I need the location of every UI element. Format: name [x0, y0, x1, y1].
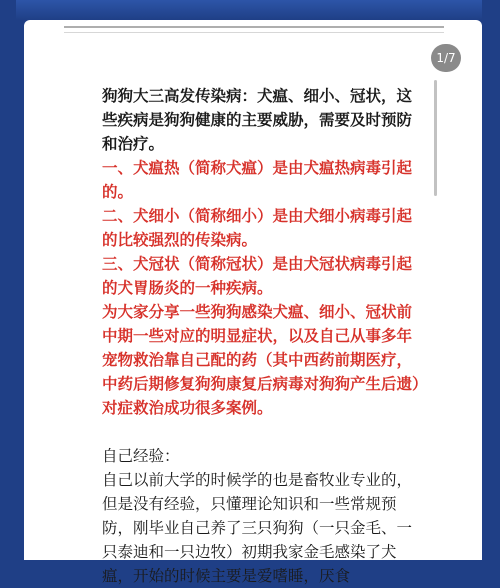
paragraph-gap: [102, 420, 422, 444]
scrollbar[interactable]: [434, 80, 437, 196]
share-paragraph: 为大家分享一些狗狗感染犬瘟、细小、冠状前中期一些对应的明显症状，以及自己从事多年宠物救治靠自己配的药（其中西药前期医疗，中药后期修复狗狗康复后病毒对狗狗产生后遗）对症救治成功很多案例。: [102, 303, 420, 417]
article-body: [102, 84, 422, 588]
page-indicator-badge: 1/7: [431, 44, 461, 72]
disease-item-3: 三、犬冠状（简称冠状）是由犬冠状病毒引起的犬胃肠炎的一种疾病。: [102, 255, 413, 297]
disease-item-1: 一、犬瘟热（简称犬瘟）是由犬瘟热病毒引起的。: [102, 159, 413, 201]
divider: [64, 26, 444, 28]
disease-item-2: 二、犬细小（简称细小）是由犬细小病毒引起的比较强烈的传染病。: [102, 207, 413, 249]
right-frame: [482, 0, 500, 538]
experience-paragraph: 自己以前大学的时候学的也是畜牧业专业的，但是没有经验，只懂理论知识和一些常规预防，刚毕业自己养了三只狗狗（一只金毛、一只泰迪和一只边牧）初期我家金毛感染了犬瘟，开始的时候主要是爱嗜睡，厌食: [102, 471, 413, 585]
experience-heading: 自己经验：: [102, 447, 180, 465]
left-frame: [0, 0, 16, 538]
top-frame: [16, 0, 490, 20]
document-page[interactable]: [24, 20, 482, 585]
divider: [64, 32, 444, 33]
intro-paragraph: 狗狗大三高发传染病：犬瘟、细小、冠状，这些疾病是狗狗健康的主要威胁，需要及时预防和治疗。: [102, 87, 413, 153]
